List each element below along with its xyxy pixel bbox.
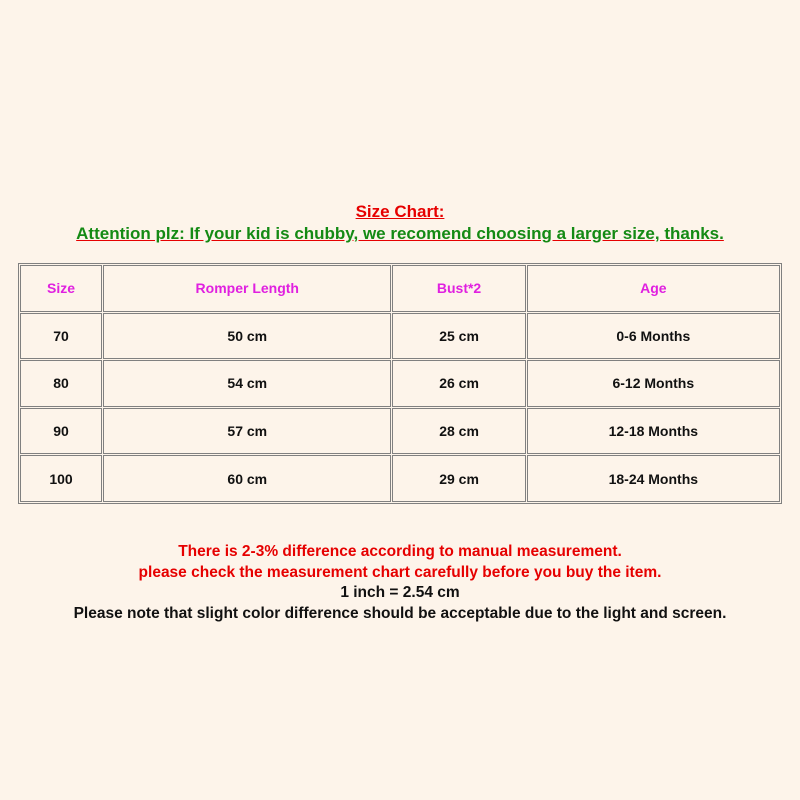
cell-age: 6-12 Months: [527, 360, 780, 407]
cell-romper-length: 50 cm: [103, 313, 391, 360]
cell-age: 12-18 Months: [527, 408, 780, 455]
note-inch-conversion: 1 inch = 2.54 cm: [340, 584, 460, 601]
table-row: [20, 408, 780, 455]
cell-age: 18-24 Months: [527, 455, 780, 502]
cell-size: 90: [20, 408, 102, 455]
cell-bust: 25 cm: [392, 313, 525, 360]
attention-notice-text: Attention plz: If your kid is chubby, we recomend choosing a larger size, thanks.: [76, 224, 724, 243]
note-color-difference: Please note that slight color difference should be acceptable due to the light and screen.: [73, 604, 727, 622]
cell-age: 0-6 Months: [527, 313, 780, 360]
header-size: Size: [20, 265, 102, 312]
table-row: [20, 313, 780, 360]
cell-romper-length: 57 cm: [103, 408, 391, 455]
size-chart-title-text: Size Chart:: [355, 202, 445, 221]
cell-bust: 28 cm: [392, 408, 525, 455]
header-romper-length: Romper Length: [103, 265, 391, 312]
cell-size: 70: [20, 313, 102, 360]
attention-notice: [0, 224, 800, 244]
cell-bust: 26 cm: [392, 360, 525, 407]
table-header-row: [20, 265, 780, 312]
measurement-notes: [0, 542, 800, 624]
note-difference: There is 2-3% difference according to manual measurement.: [178, 543, 622, 560]
table-row: [20, 360, 780, 407]
table-row: [20, 455, 780, 502]
cell-size: 100: [20, 455, 102, 502]
size-table: [18, 263, 782, 504]
header-bust: Bust*2: [392, 265, 525, 312]
cell-romper-length: 60 cm: [103, 455, 391, 502]
cell-size: 80: [20, 360, 102, 407]
cell-romper-length: 54 cm: [103, 360, 391, 407]
cell-bust: 29 cm: [392, 455, 525, 502]
note-check-chart: please check the measurement chart carefully before you buy the item.: [138, 563, 662, 581]
size-chart-title: [0, 202, 800, 222]
header-age: Age: [527, 265, 780, 312]
